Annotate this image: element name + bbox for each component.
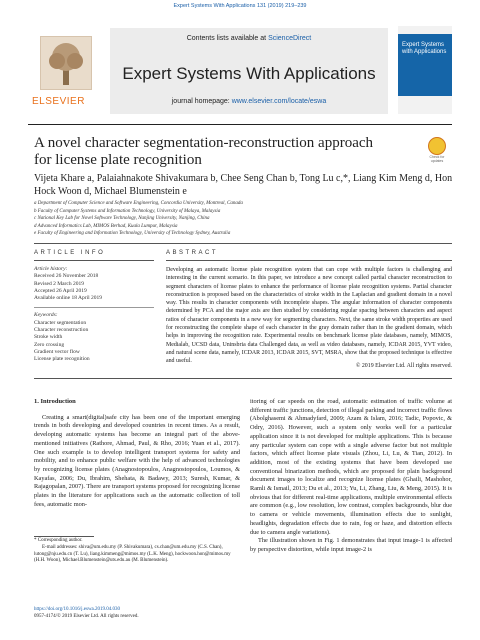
cover-top-band	[398, 26, 452, 34]
section-divider	[34, 243, 452, 244]
abstract-heading: ABSTRACT	[166, 250, 219, 256]
info-rule	[34, 260, 154, 261]
check-updates-badge[interactable]	[426, 137, 448, 163]
keyword: Character segmentation	[34, 319, 87, 326]
history-item: Revised 2 March 2019	[34, 280, 84, 287]
elsevier-tree-icon	[40, 36, 92, 90]
journal-masthead	[28, 14, 452, 124]
cover-title: Expert Systems with Applications	[402, 42, 447, 55]
abstract-text: Developing an automatic license plate recognition system that can cope with multiple factors is challenging and interesting in the current scenario. In this paper, we introduce a new concept called partial character reconstruction to segment characters of license plates to enhance the performance of license plate recognition systems. Partial character reconstruction is proposed based on the characteristics of stroke width in the Laplacian and gradient domain in a novel way. This results in character components with incomplete shapes. The angular information of character components determined by PCA and the major axis are then studied by considering regular spacing between characters and aspect ratios of character components in a new way for segmenting characters. Next, the same stroke width properties are used for reconstructing the complete shape of each character in the gray domain rather than in the gradient domain, which helps in improving the recognition rate. Experimental results on benchmark license plate databases, namely, MIMOS, Medialab, UCSD data, Uninsbria data Challenged data, as well as video databases, namely, ICDAR 2015, YVT video, and natural scene data, namely, ICDAR 2013, ICDAR 2015, SVT, MSRA, show that the proposed technique is effective and useful.	[166, 267, 452, 365]
footnote	[34, 538, 240, 565]
masthead-rule	[28, 124, 452, 125]
copyright-notice: © 2019 Elsevier Ltd. All rights reserved.	[355, 363, 452, 369]
doi-link[interactable]: https://doi.org/10.1016/j.eswa.2019.04.030	[34, 607, 121, 612]
history-label: Article history:	[34, 266, 68, 272]
email-addresses[interactable]: E-mail addresses: shiva@um.edu.my (P. Shivakumara), cs.chan@um.edu.my (C.S. Chan), lutong@nju.edu.cn (T. Lu), liang.kimmeng@mimos.my (L.K. Meng), hockwoon.hon@mimos.my (H.H. Woon), Michael.Blumenstein@uts.edu.au (M. Blumenstein).	[34, 544, 231, 564]
masthead-center	[110, 28, 388, 114]
keyword: Stroke width	[34, 334, 63, 341]
keyword: Zero crossing	[34, 341, 65, 348]
history-item: Received 26 November 2018	[34, 273, 99, 280]
paragraph: itoring of car speeds on the road, automatic estimation of traffic volume at different traffic junctions, detection of illegal parking and incorrect traffic flows (Abolghasemi & Ahmadyfard, 2009; Azam & Islam, 2016; Tadic, Popovic, & Odry, 2016). However, such a system only works well for a particular application since it is not developed for multiple applications. This is because any particular system can cope with a single adverse factor but not multiple factors, which affect license plate visuals (Zhou, Li, Lu, & Tian, 2012). In addition, most of the existing systems that have been developed use conventional binarization methods, which are proposed for plain background document images to localize and recognize license plates (Ghaili, Mashohor, Ramli & Ismail, 2013; Du et al., 2013; Yu, Li, Zhang, Liu, & Meng, 2015). It is obvious that for different real-time applications, multiple environmental effects are common (e.g., low resolution, low contrast, complex backgrounds, blur due to camera or vehicle movements, illumination effects due to sunlight, headlights, degradation effects due to rain, fog or haze, and distortion effects due to camera angle variations).	[250, 398, 452, 536]
sciencedirect-link[interactable]: ScienceDirect	[268, 35, 312, 42]
body-column-right	[250, 398, 452, 555]
info-separator	[34, 307, 154, 308]
paper-title: A novel character segmentation-reconstruction approach for license plate recognition	[34, 135, 374, 168]
keyword: Gradient vector flow	[34, 348, 80, 355]
keyword: License plate recognition	[34, 356, 90, 363]
cover-bottom-band	[398, 96, 452, 114]
page-footer	[34, 606, 254, 620]
affiliation: a Department of Computer Science and Software Engineering, Concordia University, Montreal, Canada	[34, 201, 243, 206]
keyword: Character reconstruction	[34, 327, 89, 334]
author-list: Vijeta Khare a, Palaiahnakote Shivakumara b, Chee Seng Chan b, Tong Lu c,*, Liang Kim Meng d, Hon Hock Woon d, Michael Blumenstein e	[34, 173, 453, 197]
body-divider	[34, 378, 452, 379]
affiliation: d Advanced Informatics Lab, MIMOS Berhad, Kuala Lumpur, Malaysia	[34, 223, 178, 229]
paragraph: The illustration shown in Fig. 1 demonstrates that input image-1 is affected by perspective distortion, while input image-2 is	[250, 537, 452, 553]
history-item: Available online 18 April 2019	[34, 295, 103, 302]
affiliations	[34, 200, 454, 238]
publisher-name: ELSEVIER	[32, 96, 85, 107]
paragraph: Creating a smart(digital)safe city has been one of the important emerging trends in both developing and developed countries in recent times. As a result, developing automatic systems has become an integral part of the above-mentioned initiatives (Rathore, Ahmad, Paul, & Rho, 2016; Yuan et al., 2017). One such example is to develop intelligent transport systems for safety and mobility, and to enhance public welfare with the help of advanced technologies by recognizing license plates (Anagnostopoulos, Anagnostopoulos, Loumos, & Kayafas, 2006; Du, Ibrahim, Shehata, & Badawy, 2013; Suresh, Kumar, & Rajagopalan, 2007). There are transport systems proposed for recognizing license plates in the literature for applications such as the automatic collection of toll fees, automatic mon-	[34, 413, 240, 508]
homepage-prefix: journal homepage:	[171, 98, 232, 105]
affiliation: b Faculty of Computer Systems and Information Technology, University of Malaya, Malaysia	[34, 208, 221, 214]
journal-title: Expert Systems With Applications	[122, 64, 376, 83]
keywords-label: Keywords:	[34, 312, 58, 319]
article-info	[34, 266, 154, 364]
running-head[interactable]: Expert Systems With Applications 131 (2019) 219–239	[173, 3, 307, 9]
affiliation: c National Key Lab for Novel Software Technology, Nanjing University, Nanjing, China	[34, 216, 210, 221]
corresponding-author: * Corresponding author.	[34, 538, 83, 543]
history-item: Accepted 26 April 2019	[34, 287, 87, 294]
homepage-line	[110, 98, 388, 105]
contents-prefix: Contents lists available at	[186, 35, 269, 42]
issn-line: 0957-4174/© 2019 Elsevier Ltd. All rights reserved.	[34, 614, 139, 619]
contents-line	[110, 35, 388, 42]
article-info-heading: ARTICLE INFO	[34, 250, 106, 256]
affiliation: e Faculty of Engineering and Information Technology, University of Technology Sydney, Australia	[34, 231, 231, 236]
publisher-logo	[28, 28, 102, 114]
journal-cover	[398, 26, 452, 114]
abstract-rule	[166, 260, 452, 261]
footnote-rule	[34, 536, 94, 537]
body-column-left	[34, 398, 240, 509]
section-heading: 1. Introduction	[34, 398, 76, 405]
homepage-link[interactable]: www.elsevier.com/locate/eswa	[231, 98, 327, 105]
check-updates-icon	[428, 137, 446, 155]
check-updates-label: Check for updates	[429, 155, 445, 163]
